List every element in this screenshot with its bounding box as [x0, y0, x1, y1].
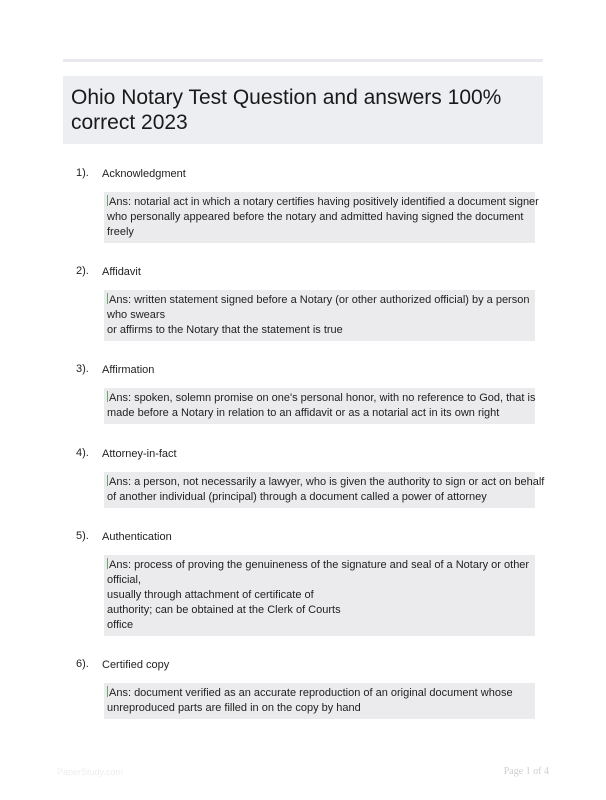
question-number: 3).	[76, 363, 89, 375]
question-term: Affirmation	[102, 364, 155, 376]
answer-marker-icon	[107, 391, 108, 402]
top-rule	[63, 59, 543, 62]
answer-box	[104, 290, 535, 341]
document-title: Ohio Notary Test Question and answers 100% correct 2023	[71, 86, 502, 134]
question-number: 4).	[76, 447, 89, 459]
question-number: 2).	[76, 265, 89, 277]
question-number: 1).	[76, 167, 89, 179]
answer-line: Ans: document verified as an accurate reproduction of an original document whose	[109, 687, 513, 699]
answer-line: made before a Notary in relation to an affidavit or as a notarial act in its own right	[107, 407, 500, 419]
answer-line: authority; can be obtained at the Clerk of Courts	[107, 604, 341, 616]
answer-marker-icon	[107, 558, 108, 569]
answer-marker-icon	[107, 293, 108, 304]
answer-box	[104, 555, 535, 636]
answer-marker-icon	[107, 195, 108, 206]
answer-line: Ans: a person, not necessarily a lawyer, who is given the authority to sign or act on behalf	[109, 476, 545, 488]
answer-line: Ans: spoken, solemn promise on one's personal honor, with no reference to God, that is	[109, 392, 536, 404]
answer-box	[104, 683, 535, 719]
answer-line: usually through attachment of certificate of	[107, 589, 314, 601]
answer-box	[104, 472, 545, 508]
answer-line: Ans: notarial act in which a notary certifies having positively identified a document signer	[109, 196, 539, 208]
title-box	[63, 76, 543, 144]
question-number: 5).	[76, 530, 89, 542]
page-number: Page 1 of 4	[503, 766, 549, 777]
answer-line: unreproduced parts are filled in on the copy by hand	[107, 702, 361, 714]
answer-line: who personally appeared before the notary and admitted having signed the document	[107, 211, 524, 223]
question-term: Acknowledgment	[102, 168, 186, 180]
answer-box	[104, 192, 539, 243]
answer-line: of another individual (principal) through a document called a power of attorney	[107, 491, 487, 503]
answer-line: freely	[107, 226, 134, 238]
answer-line: office	[107, 619, 134, 631]
answer-marker-icon	[107, 475, 108, 486]
answer-line: Ans: process of proving the genuineness of the signature and seal of a Notary or other	[109, 559, 530, 571]
question-term: Authentication	[102, 531, 172, 543]
answer-line: who swears	[107, 309, 166, 321]
question-term: Affidavit	[102, 266, 141, 278]
answer-line: or affirms to the Notary that the statement is true	[107, 324, 343, 336]
answer-line: official,	[107, 574, 142, 586]
question-number: 6).	[76, 658, 89, 670]
question-term: Attorney-in-fact	[102, 448, 177, 460]
answer-line: Ans: written statement signed before a Notary (or other authorized official) by a person	[109, 294, 530, 306]
answer-box	[104, 388, 535, 424]
answer-marker-icon	[107, 686, 108, 697]
footer-watermark: PaperStudy.com	[57, 767, 123, 777]
question-term: Certified copy	[102, 659, 170, 671]
